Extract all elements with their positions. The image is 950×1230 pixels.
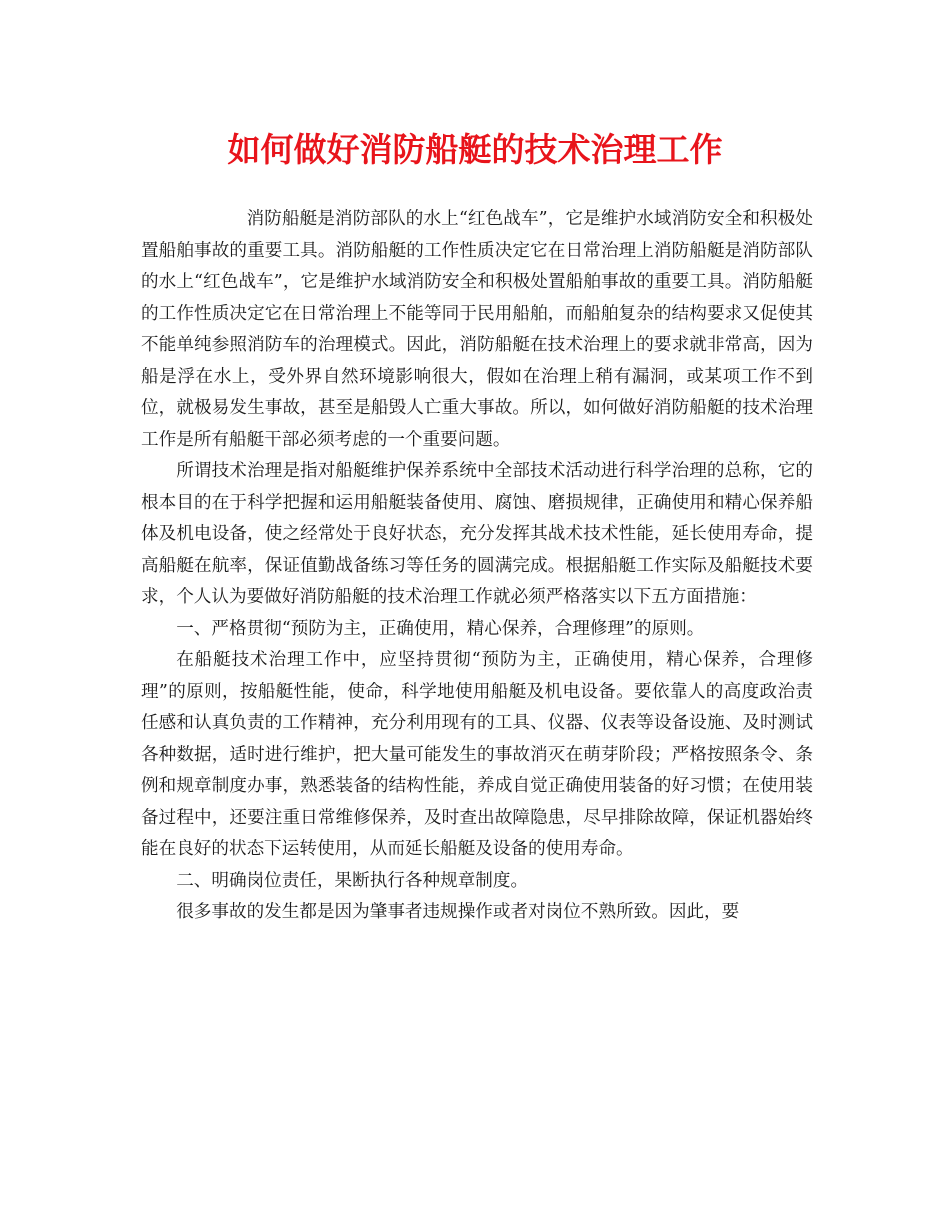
section-heading-1: 一、严格贯彻“预防为主，正确使用，精心保养，合理修理”的原则。	[176, 618, 705, 639]
paragraph-definition: 所谓技术治理是指对船艇维护保养系统中全部技术活动进行科学治理的总称，它的根本目的在于科学把握和运用船艇装备使用、腐蚀、磨损规律，正确使用和精心保养船体及机电设备，使之经常处于良好状态，充分发挥其战术技术性能，延长使用寿命，提高船艇在航率，保证值勤战备练习等任务的圆满完成。根据船艇工作实际及船艇技术要求，个人认为要做好消防船艇的技术治理工作就必须严格落实以下五方面措施：	[141, 461, 813, 607]
paragraph-section-2: 很多事故的发生都是因为肇事者违规操作或者对岗位不熟所致。因此，要	[176, 902, 740, 922]
document-body	[141, 204, 813, 929]
section-heading-2: 二、明确岗位责任，果断执行各种规章制度。	[176, 870, 529, 891]
paragraph-section-1: 在船艇技术治理工作中，应坚持贯彻“预防为主，正确使用，精心保养，合理修理”的原则，按船艇性能，使命，科学地使用船艇及机电设备。要依靠人的高度政治责任感和认真负责的工作精神，充分利用现有的工具、仪器、仪表等设备设施、及时测试各种数据，适时进行维护，把大量可能发生的事故消灭在萌芽阶段；严格按照条令、条例和规章制度办事，熟悉装备的结构性能，养成自觉正确使用装备的好习惯；在使用装备过程中，还要注重日常维修保养，及时查出故障隐患，尽早排除故障，保证机器始终能在良好的状态下运转使用，从而延长船艇及设备的使用寿命。	[141, 650, 813, 859]
document-title: 如何做好消防船艇的技术治理工作	[227, 130, 723, 169]
paragraph-intro: 消防船艇是消防部队的水上“红色战车”，它是维护水域消防安全和积极处置船舶事故的重要工具。消防船艇的工作性质决定它在日常治理上消防船艇是消防部队的水上“红色战车”，它是维护水域消防安全和积极处置船舶事故的重要工具。消防船艇的工作性质决定它在日常治理上不能等同于民用船舶，而船舶复杂的结构要求又促使其不能单纯参照消防车的治理模式。因此，消防船艇在技术治理上的要求就非常高，因为船是浮在水上，受外界自然环境影响很大，假如在治理上稍有漏洞，或某项工作不到位，就极易发生事故，甚至是船毁人亡重大事故。所以，如何做好消防船艇的技术治理工作是所有船艇干部必须考虑的一个重要问题。	[141, 209, 813, 450]
